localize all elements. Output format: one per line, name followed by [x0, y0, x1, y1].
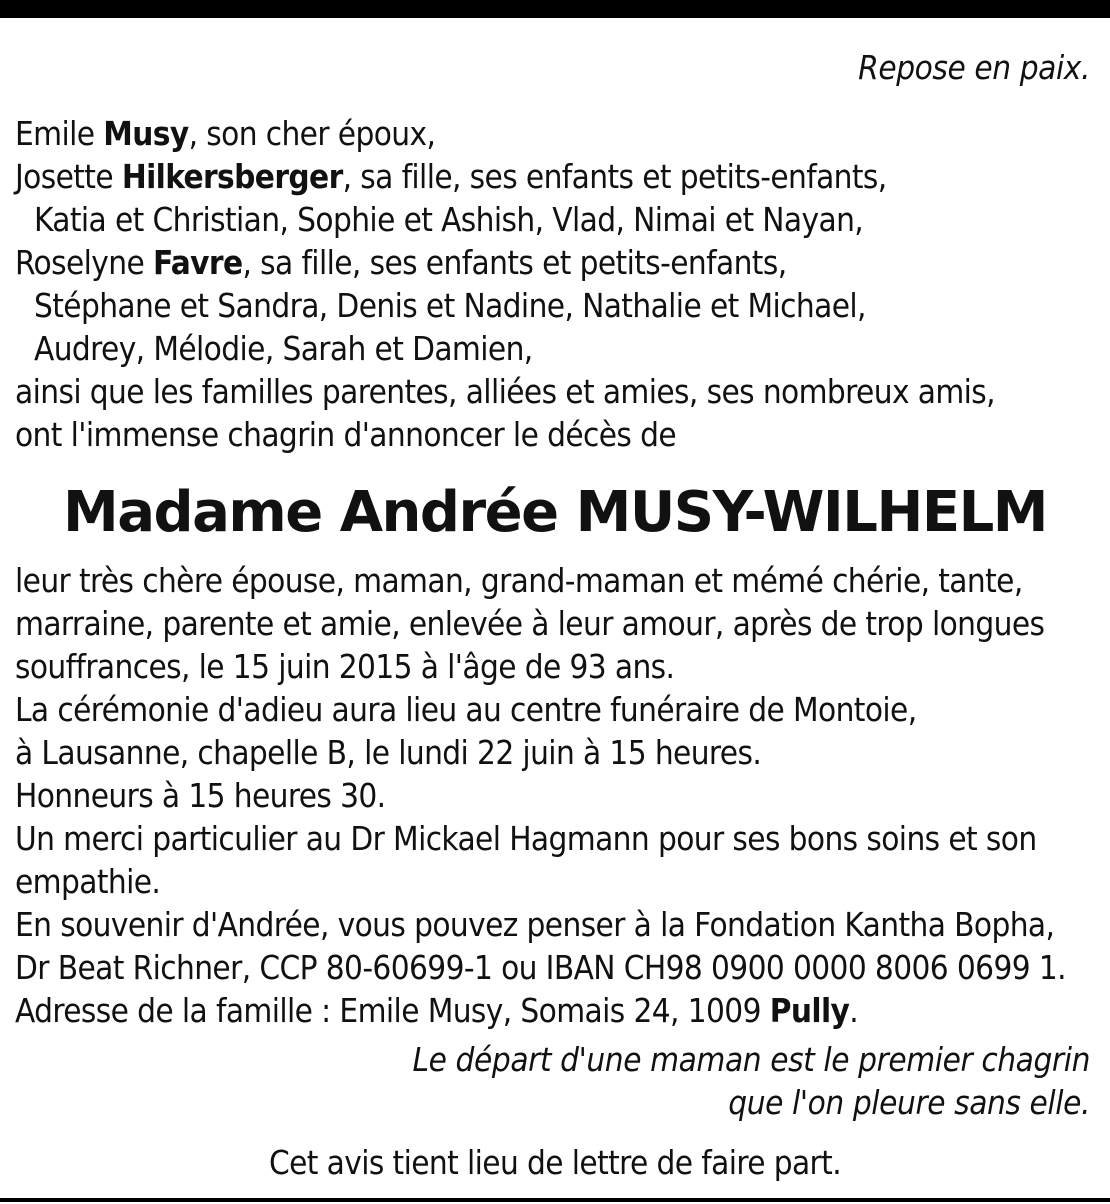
- epigraph: Repose en paix.: [858, 48, 1090, 87]
- body-line-9: En souvenir d'Andrée, vous pouvez penser à la Fondation Kantha Bopha,: [15, 905, 1055, 944]
- family-line-8: ont l'immense chagrin d'annoncer le décès de: [15, 415, 677, 454]
- body-line-3: souffrances, le 15 juin 2015 à l'âge de 93 ans.: [15, 647, 675, 686]
- body-line-2: marraine, parente et amie, enlevée à leur amour, après de trop longues: [15, 604, 1045, 643]
- surname-hilkersberger: Hilkersberger: [121, 157, 343, 196]
- body-line-7: Un merci particulier au Dr Mickael Hagmann pour ses bons soins et son: [15, 819, 1037, 858]
- family-line-6: Audrey, Mélodie, Sarah et Damien,: [34, 329, 533, 368]
- bottom-rule: [0, 1198, 1110, 1202]
- top-rule: [0, 0, 1110, 18]
- surname-musy: Musy: [103, 114, 189, 153]
- body-line-4: La cérémonie d'adieu aura lieu au centre funéraire de Montoie,: [15, 690, 917, 729]
- family-line-1: Emile Musy, son cher époux,: [15, 114, 436, 153]
- family-line-7: ainsi que les familles parentes, alliées et amies, ses nombreux amis,: [15, 372, 995, 411]
- body-line-1: leur très chère épouse, maman, grand-maman et mémé chérie, tante,: [15, 561, 1023, 600]
- body-line-11: Adresse de la famille : Emile Musy, Somais 24, 1009 Pully.: [15, 991, 859, 1030]
- body-line-6: Honneurs à 15 heures 30.: [15, 776, 386, 815]
- body-line-5: à Lausanne, chapelle B, le lundi 22 juin à 15 heures.: [15, 733, 762, 772]
- family-line-5: Stéphane et Sandra, Denis et Nadine, Nathalie et Michael,: [34, 286, 866, 325]
- deceased-name: Madame Andrée MUSY-WILHELM: [63, 480, 1047, 545]
- quote-line-2: que l'on pleure sans elle.: [728, 1083, 1090, 1122]
- family-line-3: Katia et Christian, Sophie et Ashish, Vlad, Nimai et Nayan,: [34, 200, 864, 239]
- surname-favre: Favre: [152, 243, 243, 282]
- quote-line-1: Le départ d'une maman est le premier chagrin: [412, 1040, 1090, 1079]
- body-line-10: Dr Beat Richner, CCP 80-60699-1 ou IBAN CH98 0900 0000 8006 0699 1.: [15, 948, 1066, 987]
- body-line-8: empathie.: [15, 862, 161, 901]
- closing-notice: Cet avis tient lieu de lettre de faire part.: [268, 1143, 842, 1182]
- family-line-4: Roselyne Favre, sa fille, ses enfants et petits-enfants,: [15, 243, 787, 282]
- town-pully: Pully: [769, 991, 850, 1030]
- family-line-2: Josette Hilkersberger, sa fille, ses enfants et petits-enfants,: [15, 157, 887, 196]
